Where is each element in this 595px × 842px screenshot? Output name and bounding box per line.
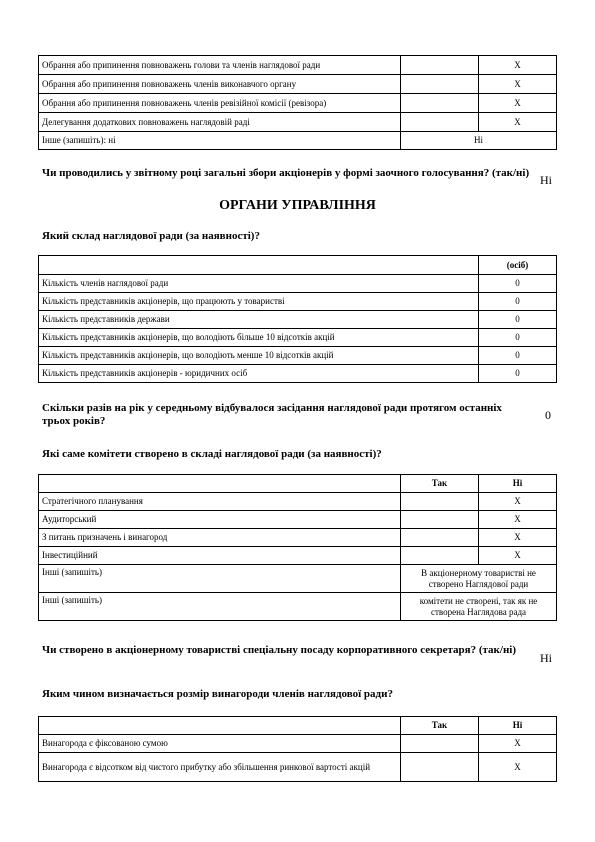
no-cell: X [479, 56, 557, 75]
table-header-row [39, 717, 557, 735]
row-label: Кількість членів наглядової ради [39, 275, 479, 293]
row-label: Стратегічного планування [39, 493, 401, 511]
meetings-question: Скільки разів на рік у середньому відбувалося засідання наглядової ради протягом останніх трьох років? [42, 402, 502, 427]
row-label: Аудиторський [39, 511, 401, 529]
row-value: 0 [479, 275, 557, 293]
row-label: Кількість представників акціонерів - юридичних осіб [39, 365, 479, 383]
table-row [39, 56, 557, 75]
row-value: 0 [479, 365, 557, 383]
no-cell: X [479, 113, 557, 132]
table-row [39, 75, 557, 94]
row-value: 0 [479, 347, 557, 365]
absentee-vote-question: Чи проводились у звітному році загальні збори акціонерів у формі заочного голосування? (так/ні) [42, 167, 530, 179]
table-header-row [39, 475, 557, 493]
yes-cell [401, 511, 479, 529]
section-title: ОРГАНИ УПРАВЛІННЯ [219, 198, 376, 213]
row-label: Кількість представників держави [39, 311, 479, 329]
table-row [39, 547, 557, 565]
row-value: 0 [479, 293, 557, 311]
row-label: Кількість представників акціонерів, що володіють більше 10 відсотків акцій [39, 329, 479, 347]
table-row [39, 511, 557, 529]
table-row [39, 753, 557, 782]
no-cell: X [479, 94, 557, 113]
table-row-other [39, 132, 557, 150]
header-empty [39, 475, 401, 493]
yes-header: Так [401, 717, 479, 735]
table-row-other [39, 593, 557, 621]
committees-table [38, 474, 557, 621]
yes-cell [401, 753, 479, 782]
no-cell: X [479, 529, 557, 547]
other-value: комітети не створені, так як не створена Наглядова рада [401, 593, 557, 621]
yes-cell [401, 493, 479, 511]
row-label: Кількість представників акціонерів, що працюють у товаристві [39, 293, 479, 311]
table-row [39, 365, 557, 383]
committees-question: Які саме комітети створено в складі наглядової ради (за наявності)? [42, 448, 382, 460]
table-row [39, 293, 557, 311]
row-label: Винагорода є фіксованою сумою [39, 735, 401, 753]
yes-cell [401, 75, 479, 94]
table-row [39, 347, 557, 365]
secretary-question: Чи створено в акціонерному товаристві спеціальну посаду корпоративного секретаря? (так/ні) [42, 644, 516, 656]
yes-cell [401, 529, 479, 547]
other-label: Інші (запишіть) [39, 565, 401, 593]
table-row [39, 275, 557, 293]
remuneration-question: Яким чином визначається розмір винагороди членів наглядової ради? [42, 688, 393, 700]
table-row [39, 529, 557, 547]
table-row [39, 113, 557, 132]
row-label: Винагорода є відсотком від чистого прибутку або збільшення ринкової вартості акцій [39, 753, 401, 782]
meetings-answer: 0 [545, 408, 551, 422]
row-label: Обрання або припинення повноважень членів ревізійної комісії (ревізора) [39, 94, 401, 113]
no-cell: X [479, 75, 557, 94]
other-value: В акціонерному товаристві не створено Наглядової ради [401, 565, 557, 593]
table-header-row [39, 256, 557, 275]
board-composition-question: Який склад наглядової ради (за наявності)? [42, 230, 260, 242]
no-cell: X [479, 493, 557, 511]
yes-cell [401, 735, 479, 753]
remuneration-table [38, 716, 557, 782]
table-row [39, 311, 557, 329]
row-label: Делегування додаткових повноважень наглядовій раді [39, 113, 401, 132]
no-cell: X [479, 547, 557, 565]
table-row-other [39, 565, 557, 593]
no-header: Ні [479, 475, 557, 493]
row-label: Обрання або припинення повноважень голови та членів наглядової ради [39, 56, 401, 75]
yes-cell [401, 56, 479, 75]
row-value: 0 [479, 329, 557, 347]
secretary-answer: Ні [540, 651, 552, 665]
yes-cell [401, 113, 479, 132]
yes-header: Так [401, 475, 479, 493]
no-cell: X [479, 735, 557, 753]
no-header: Ні [479, 717, 557, 735]
board-composition-table [38, 255, 557, 383]
row-label: Інвестиційний [39, 547, 401, 565]
other-label: Інше (запишіть): ні [39, 132, 401, 150]
table-row [39, 329, 557, 347]
no-cell: X [479, 511, 557, 529]
yes-cell [401, 547, 479, 565]
row-label: З питань призначень і винагород [39, 529, 401, 547]
other-label: Інші (запишіть) [39, 593, 401, 621]
table-row [39, 94, 557, 113]
row-value: 0 [479, 311, 557, 329]
other-value: Ні [401, 132, 557, 150]
absentee-vote-answer: Ні [540, 173, 552, 187]
table-row [39, 735, 557, 753]
persons-header: (осіб) [479, 256, 557, 275]
meeting-decisions-table [38, 55, 557, 150]
row-label: Обрання або припинення повноважень членів виконавчого органу [39, 75, 401, 94]
table-row [39, 493, 557, 511]
no-cell: X [479, 753, 557, 782]
header-empty [39, 717, 401, 735]
header-empty [39, 256, 479, 275]
row-label: Кількість представників акціонерів, що володіють менше 10 відсотків акцій [39, 347, 479, 365]
yes-cell [401, 94, 479, 113]
